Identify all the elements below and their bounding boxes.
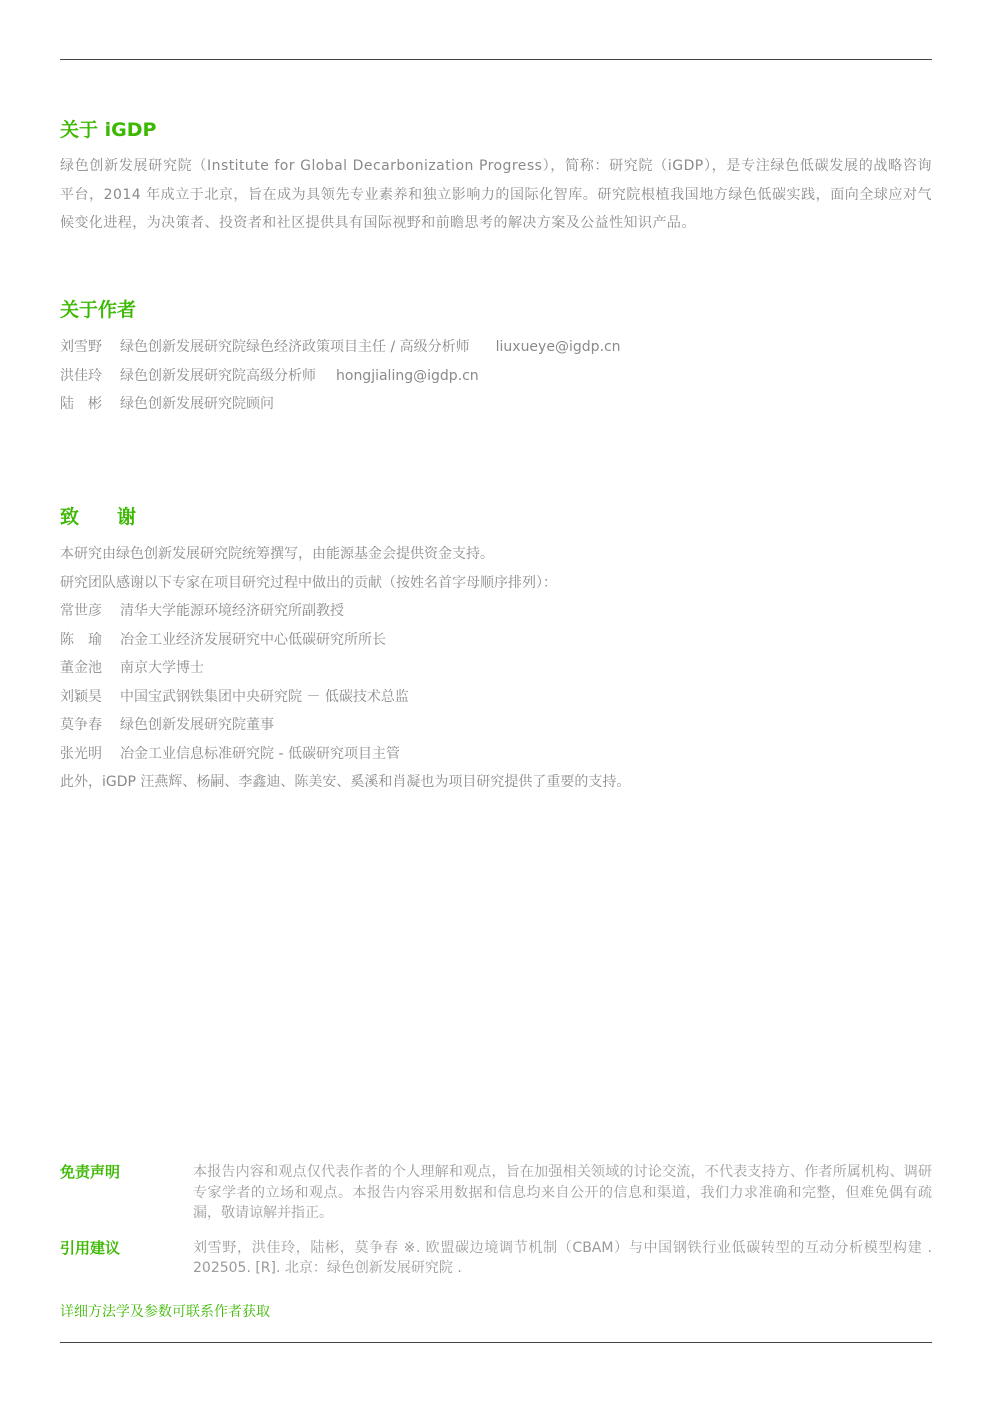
expert-affiliation: 清华大学能源环境经济研究所副教授: [120, 603, 344, 619]
expert-row: [60, 626, 932, 655]
expert-name: 莫争春: [60, 717, 102, 733]
footer-note: 详细方法学及参数可联系作者获取: [60, 1304, 270, 1320]
author-title: 绿色创新发展研究院顾问: [120, 396, 274, 412]
ack-outro: 此外，iGDP 汪燕辉、杨嗣、李鑫迪、陈美安、奚溪和肖凝也为项目研究提供了重要的支持。: [60, 774, 631, 790]
about-section: [60, 118, 932, 238]
authors-list: [60, 333, 932, 419]
author-row: [60, 333, 932, 362]
expert-affiliation: 冶金工业经济发展研究中心低碳研究所所长: [120, 631, 386, 648]
author-name: 洪佳玲: [60, 367, 102, 384]
author-title: 绿色创新发展研究院高级分析师: [120, 367, 316, 384]
disclaimer-text: 本报告内容和观点仅代表作者的个人理解和观点，旨在加强相关领域的讨论交流，不代表支持方、作者所属机构、调研专家学者的立场和观点。本报告内容采用数据和信息均来自公开的信息和渠道，我们力求准确和完整，但难免偶有疏漏，敬请谅解并指正。: [193, 1164, 932, 1221]
authors-heading: 关于作者: [60, 299, 137, 321]
expert-name: 陈 瑜: [60, 631, 102, 648]
author-name: 刘雪野: [60, 339, 102, 355]
expert-row: [60, 683, 932, 712]
citation-text: 刘雪野，洪佳玲，陆彬，莫争春 ※. 欧盟碳边境调节机制（CBAM）与中国钢铁行业低碳转型的互动分析模型构建 . 202505. [R]. 北京：绿色创新发展研究院 .: [193, 1239, 932, 1276]
acknowledgements-body: [60, 540, 932, 797]
author-name: 陆 彬: [60, 396, 102, 412]
expert-affiliation: 冶金工业信息标准研究院 - 低碳研究项目主管: [120, 745, 400, 762]
notes-block: [60, 1162, 932, 1293]
author-row: [60, 362, 932, 391]
expert-name: 张光明: [60, 745, 102, 762]
ack-intro-1: 本研究由绿色创新发展研究院统筹撰写，由能源基金会提供资金支持。: [60, 546, 494, 562]
authors-section: [60, 298, 932, 419]
acknowledgements-section: [60, 505, 932, 797]
expert-name: 董金池: [60, 660, 102, 676]
expert-name: 常世彦: [60, 603, 102, 619]
expert-row: [60, 597, 932, 626]
about-text: 绿色创新发展研究院（Institute for Global Decarbonization Progress），简称：研究院（iGDP），是专注绿色低碳发展的战略咨询平台，2014 年成立于北京，旨在成为具领先专业素养和独立影响力的国际化智库。研究院根植我国地方绿色低碳实践，面向全球应对气候变化进程，为决策者、投资者和社区提供具有国际视野和前瞻思考的解决方案及公益性知识产品。: [60, 158, 932, 231]
expert-row: [60, 654, 932, 683]
author-email[interactable]: liuxueye@igdp.cn: [495, 339, 621, 355]
expert-row: [60, 711, 932, 740]
about-heading: 关于 iGDP: [60, 119, 157, 141]
disclaimer-label: 免责声明: [60, 1163, 121, 1181]
author-row: [60, 390, 932, 419]
expert-affiliation: 绿色创新发展研究院董事: [120, 717, 274, 733]
expert-affiliation: 南京大学博士: [120, 660, 204, 676]
bottom-rule: [60, 1342, 932, 1343]
expert-affiliation: 中国宝武钢铁集团中央研究院 － 低碳技术总监: [120, 688, 409, 705]
expert-name: 刘颖昊: [60, 688, 102, 705]
top-rule: [60, 59, 932, 60]
citation-label: 引用建议: [60, 1238, 121, 1257]
acknowledgements-heading: 致 谢: [60, 506, 137, 528]
citation: [60, 1238, 932, 1279]
disclaimer: [60, 1162, 932, 1224]
ack-intro-2: 研究团队感谢以下专家在项目研究过程中做出的贡献（按姓名首字母顺序排列）：: [60, 574, 557, 591]
expert-row: [60, 740, 932, 769]
author-title: 绿色创新发展研究院绿色经济政策项目主任 / 高级分析师: [120, 339, 470, 355]
author-email[interactable]: hongjialing@igdp.cn: [336, 367, 479, 384]
